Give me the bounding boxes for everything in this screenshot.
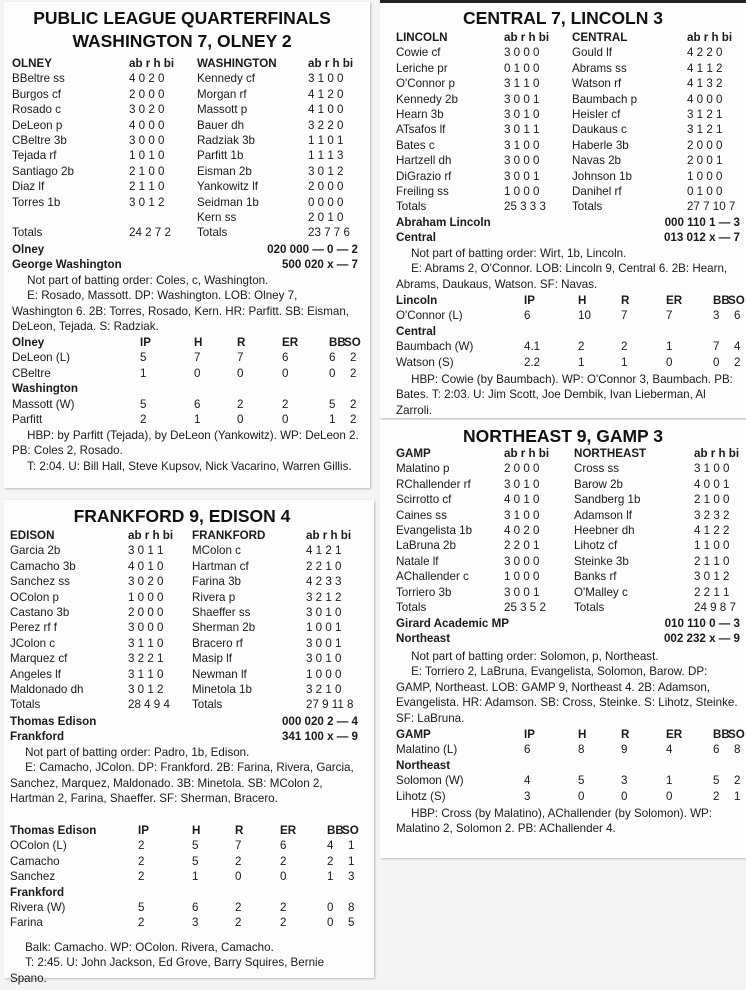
pitching-row: Watson (S) 2.2 1 1 0 0 2 [396,355,741,369]
pitching-row: Malatino (L) 6 8 9 4 6 8 [396,743,741,757]
batting-row: RChallender rf 3 0 1 0 Barow 2b 4 0 0 1 [396,477,730,491]
batting-row: Angeles lf 3 1 1 0 Newman lf 1 0 0 0 [10,667,342,681]
pitching-row: Rivera (W) 5 6 2 2 0 8 [10,900,355,914]
batting-row: Marquez cf 3 2 2 1 Masip lf 3 0 1 0 [10,652,342,666]
away-team-header: EDISON [10,529,55,542]
batting-row: Totals 28 4 9 4 Totals 27 9 11 8 [10,698,354,712]
linescore: Girard Academic MP 010 110 0 — 3 Northeast 002 232 x — 9 [396,617,740,646]
headline-league: PUBLIC LEAGUE QUARTERFINALS [33,8,331,28]
batting-row: DeLeon p 4 0 0 0 Bauer dh 3 2 2 0 [12,118,344,132]
pitching-row: O'Connor (L) 6 10 7 7 3 6 [396,309,741,323]
pitching-row: Camacho 2 5 2 2 2 1 [10,854,355,868]
batting-row: O'Connor p 3 1 1 0 Watson rf 4 1 3 2 [396,77,723,91]
pitching-table [396,293,745,370]
batting-row: Evangelista 1b 4 0 2 0 Heebner dh 4 1 2 2 [396,523,730,537]
pitching-team-header: Olney IP H R ER BB SO [12,336,361,349]
clipping-washington-olney [4,2,370,488]
batting-row: BBeltre ss 4 0 2 0 Kennedy cf 3 1 0 0 [12,72,344,86]
batting-row: Camacho 3b 4 0 1 0 Hartman cf 2 2 1 0 [10,559,342,573]
batting-row: Garcia 2b 3 0 1 1 MColon c 4 1 2 1 [10,544,342,558]
batting-row: CBeltre 3b 3 0 0 0 Radziak 3b 1 1 0 1 [12,133,344,147]
pitching-row: Farina 2 3 2 2 0 5 [10,916,355,930]
home-team-header: FRANKFORD [192,529,266,542]
game-notes: Not part of batting order: Padro, 1b, Edison. E: Camacho, JColon. DP: Frankford. 2B: Farina, Rivera, Garcia, Sanchez, Marquez, Maldonado. 3B: Minetola. SB: MColon 2, Hartman 2, Farina, Shaeffer. SF: Sherman, Bracero. [10,746,354,806]
headline-score: WASHINGTON 7, OLNEY 2 [72,31,292,51]
batting-row: Hearn 3b 3 0 1 0 Heisler cf 3 1 2 1 [396,107,723,121]
pitching-row: Baumbach (W) 4.1 2 2 1 7 4 [396,340,741,354]
away-team-header: OLNEY [12,57,52,70]
pitching-row: OColon (L) 2 5 7 6 4 1 [10,839,355,853]
batting-row: OColon p 1 0 0 0 Rivera p 3 2 1 2 [10,590,342,604]
linescore: Thomas Edison 000 020 2 — 4 Frankford 341 100 x — 9 [10,715,358,744]
batting-row: Bates c 3 1 0 0 Haberle 3b 2 0 0 0 [396,138,723,152]
batting-row: Tejada rf 1 0 1 0 Parfitt 1b 1 1 1 3 [12,149,344,163]
pitching-row: Parfitt 2 1 0 0 1 2 [12,412,357,426]
game-notes-post: Balk: Camacho. WP: OColon. Rivera, Camacho. T: 2:45. U: John Jackson, Ed Grove, Barry Squires, Bernie Spano. [10,941,325,985]
box-batting: LINCOLN ab r h bi CENTRAL ab r h bi Cowie cf 3 0 0 0 Gould lf 4 2 2 0 Leriche pr 0 1 0 0 Abrams ss 4 1 1 2 O'Connor p 3 1 1 0 Watson rf 4 1 3 2 Kennedy 2b 3 0 0 1 Baumbach p 4 0 0 0 Hearn 3b 3 0 1 0 Heisler cf 3 1 2 1 ATsafos lf 3 0 1 1 Daukaus c 3 1 2 1 Bates c 3 1 0 0 Haberle 3b 2 0 0 0 Hartzell dh 3 0 0 0 Navas 2b 2 0 0 1 DiGrazio rf 3 0 0 1 Johnson 1b 1 0 0 0 Freiling ss 1 0 0 0 Danihel rf 0 1 0 0 Totals 25 3 3 3 Totals 27 7 10 7 [396,30,746,215]
batting-row: Castano 3b 2 0 0 0 Shaeffer ss 3 0 1 0 [10,605,342,619]
batting-row: Burgos cf 2 0 0 0 Morgan rf 4 1 2 0 [12,87,344,101]
batting-row: Totals 25 3 3 3 Totals 27 7 10 7 [396,200,736,214]
pitching-row: DeLeon (L) 5 7 7 6 6 2 [12,351,357,365]
batting-row: Rosado c 3 0 2 0 Massott p 4 1 0 0 [12,103,344,117]
clipping-northeast-gamp [380,420,746,858]
box-batting: EDISON ab r h bi FRANKFORD ab r h bi Garcia 2b 3 0 1 1 MColon c 4 1 2 1 Camacho 3b 4 0 1 0 Hartman cf 2 2 1 0 Sanchez ss 3 0 2 0 Farina 3b 4 2 3 3 OColon p 1 0 0 0 Rivera p 3 2 1 2 Castano 3b 2 0 0 0 Shaeffer ss 3 0 1 0 Perez rf f 3 0 0 0 Sherman 2b 1 0 0 1 JColon c 3 1 1 0 Bracero rf 3 0 0 1 Marquez cf 3 2 2 1 Masip lf 3 0 1 0 Angeles lf 3 1 1 0 Newman lf 1 0 0 0 Maldonado dh 3 0 1 2 Minetola 1b 3 2 1 0 Totals 28 4 9 4 Totals 27 9 11 8 [10,528,360,713]
batting-row: Freiling ss 1 0 0 0 Danihel rf 0 1 0 0 [396,184,723,198]
pitching-team-header: Northeast [396,758,451,772]
headline-score: CENTRAL 7, LINCOLN 3 [463,8,663,28]
home-team-header: CENTRAL [572,31,628,44]
box-batting: OLNEY ab r h bi WASHINGTON ab r h bi BBeltre ss 4 0 2 0 Kennedy cf 3 1 0 0 Burgos cf 2 0 0 0 Morgan rf 4 1 2 0 Rosado c 3 0 2 0 Massott p 4 1 0 0 DeLeon p 4 0 0 0 Bauer dh 3 2 2 0 CBeltre 3b 3 0 0 0 Radziak 3b 1 1 0 1 Tejada rf 1 0 1 0 Parfitt 1b 1 1 1 3 Santiago 2b 2 1 0 0 Eisman 2b 3 0 1 2 Diaz lf 2 1 1 0 Yankowitz lf 2 0 0 0 Torres 1b 3 0 1 2 Seidman 1b 0 0 0 0 Kern ss 2 0 1 0 Totals 24 2 7 2 Totals 23 7 7 6 [12,56,362,241]
clipping-frankford-edison [4,500,374,985]
game-notes: Not part of batting order: Wirt, 1b, Lincoln. E: Abrams 2, O'Connor. LOB: Lincoln 9, Central 6. 2B: Hearn, Abrams, Daukaus, Watson. SF: Navas. [396,247,728,291]
box-batting: GAMP ab r h bi NORTHEAST ab r h bi Malatino p 2 0 0 0 Cross ss 3 1 0 0 RChallender rf 3 0 1 0 Barow 2b 4 0 0 1 Scirrotto cf 4 0 1 0 Sandberg 1b 2 1 0 0 Caines ss 3 1 0 0 Adamson lf 3 2 3 2 Evangelista 1b 4 0 2 0 Heebner dh 4 1 2 2 LaBruna 2b 2 2 0 1 Lihotz cf 1 1 0 0 Natale lf 3 0 0 0 Steinke 3b 2 1 1 0 AChallender c 1 0 0 0 Banks rf 3 0 1 2 Torriero 3b 3 0 0 1 O'Malley c 2 2 1 1 Totals 25 3 5 2 Totals 24 9 8 7 [396,446,746,615]
batting-row: Sanchez ss 3 0 2 0 Farina 3b 4 2 3 3 [10,575,342,589]
batting-row: Hartzell dh 3 0 0 0 Navas 2b 2 0 0 1 [396,154,723,168]
batting-row: Totals 24 2 7 2 Totals 23 7 7 6 [12,226,350,240]
away-team-header: GAMP [396,447,431,460]
headline-score: FRANKFORD 9, EDISON 4 [73,506,291,526]
game-notes: Not part of batting order: Coles, c, Washington. E: Rosado, Massott. DP: Washington. LOB: Olney 7, Washington 6. 2B: Torres, Rosado, Kern. HR: Parfitt. SB: Eisman, DeLeon, Tejada. S: Radziak. [12,274,350,334]
clipping-central-lincoln [380,0,746,418]
pitching-row: Massott (W) 5 6 2 2 5 2 [12,397,357,411]
pitching-row: Sanchez 2 1 0 0 1 3 [10,870,355,884]
pitching-table [12,335,361,427]
linescore: Abraham Lincoln 000 110 1 — 3 Central 013 012 x — 7 [396,216,740,245]
batting-row: Cowie cf 3 0 0 0 Gould lf 4 2 2 0 [396,46,723,60]
pitching-team-header: Central [396,324,436,338]
batting-row: Torriero 3b 3 0 0 1 O'Malley c 2 2 1 1 [396,585,730,599]
batting-row: Kennedy 2b 3 0 0 1 Baumbach p 4 0 0 0 [396,92,723,106]
linescore: Olney 020 000 — 0 — 2 George Washington 500 020 x — 7 [12,243,358,272]
pitching-team-header: GAMP IP H R ER BB SO [396,728,745,741]
batting-row: Kern ss 2 0 1 0 [197,210,344,224]
away-team-header: LINCOLN [396,31,448,44]
game-notes-post: HBP: by Parfitt (Tejada), by DeLeon (Yankowitz). WP: DeLeon 2. PB: Coles 2, Rosado. T: 2:04. U: Bill Hall, Steve Kupsov, Nick Vacarino, Warren Gillis. [12,429,359,473]
headline-score: NORTHEAST 9, GAMP 3 [463,426,663,446]
game-notes-post: HBP: Cowie (by Baumbach). WP: O'Connor 3, Baumbach. PB: Bates. T: 2:03. U: Jim Scott, Joe Dembik, Ivan Lieberman, Al Zarroli. [396,373,733,417]
batting-row: Diaz lf 2 1 1 0 Yankowitz lf 2 0 0 0 [12,180,344,194]
pitching-team-header: Lincoln IP H R ER BB SO [396,294,745,307]
pitching-row: Solomon (W) 4 5 3 1 5 2 [396,774,741,788]
batting-row: Totals 25 3 5 2 Totals 24 9 8 7 [396,600,736,614]
home-team-header: WASHINGTON [197,57,277,70]
game-notes: Not part of batting order: Solomon, p, Northeast. E: Torriero 2, LaBruna, Evangelista, Solomon, Barow. DP: GAMP, Northeast. LOB: GAMP 9, Northeast 4. 2B: Adamson, Evangelista. HR: Adamson. SB: Cross, Steinke. S: Lihotz, Steinke. SF: LaBruna. [396,650,738,725]
pitching-row: CBeltre 1 0 0 0 0 2 [12,366,357,380]
pitching-team-header: Frankford [10,885,65,899]
batting-row: Leriche pr 0 1 0 0 Abrams ss 4 1 1 2 [396,61,723,75]
pitching-team-header: Washington [12,382,78,396]
batting-row: Perez rf f 3 0 0 0 Sherman 2b 1 0 0 1 [10,621,342,635]
pitching-team-header: Thomas Edison IP H R ER BB SO [10,824,359,837]
batting-row: LaBruna 2b 2 2 0 1 Lihotz cf 1 1 0 0 [396,539,730,553]
batting-row: Scirrotto cf 4 0 1 0 Sandberg 1b 2 1 0 0 [396,493,730,507]
batting-row: Maldonado dh 3 0 1 2 Minetola 1b 3 2 1 0 [10,682,342,696]
batting-row: Natale lf 3 0 0 0 Steinke 3b 2 1 1 0 [396,554,730,568]
home-team-header: NORTHEAST [574,447,647,460]
batting-row: Santiago 2b 2 1 0 0 Eisman 2b 3 0 1 2 [12,164,344,178]
batting-row: Caines ss 3 1 0 0 Adamson lf 3 2 3 2 [396,508,730,522]
pitching-row: Lihotz (S) 3 0 0 0 2 1 [396,789,741,803]
batting-row: ATsafos lf 3 0 1 1 Daukaus c 3 1 2 1 [396,123,723,137]
pitching-table [10,823,358,931]
batting-row: AChallender c 1 0 0 0 Banks rf 3 0 1 2 [396,570,730,584]
batting-row: JColon c 3 1 1 0 Bracero rf 3 0 0 1 [10,636,342,650]
batting-row: DiGrazio rf 3 0 0 1 Johnson 1b 1 0 0 0 [396,169,723,183]
game-notes-post: HBP: Cross (by Malatino), AChallender (by Solomon). WP: Malatino 2, Solomon 2. PB: AChallender 4. [396,807,712,836]
batting-row: Torres 1b 3 0 1 2 Seidman 1b 0 0 0 0 [12,195,344,209]
batting-row: Malatino p 2 0 0 0 Cross ss 3 1 0 0 [396,462,730,476]
pitching-table [396,727,745,804]
